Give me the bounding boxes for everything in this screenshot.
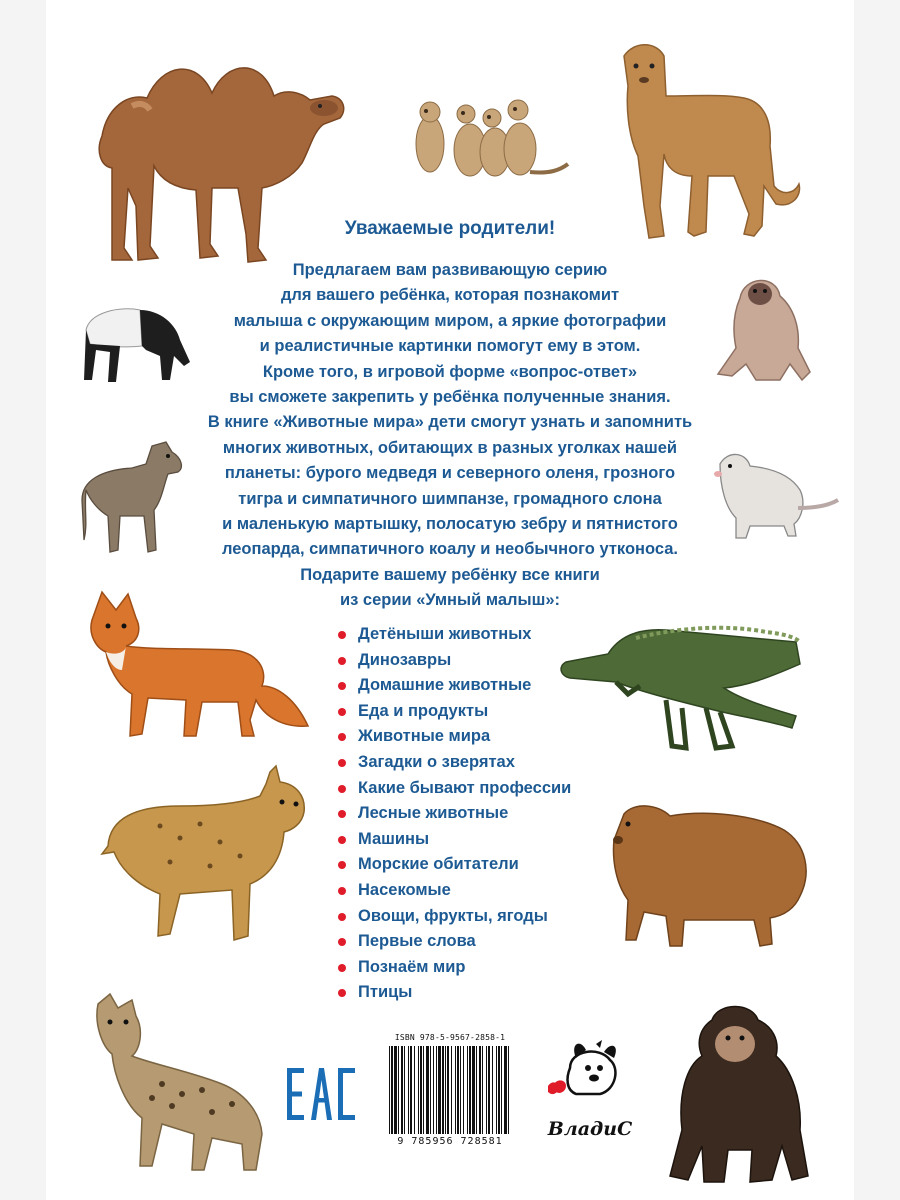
series-title: Какие бывают профессии	[358, 778, 572, 797]
bullet-icon	[338, 631, 346, 639]
barcode-bar	[447, 1046, 449, 1134]
barcode-bar	[391, 1046, 393, 1134]
bullet-icon	[338, 913, 346, 921]
bullet-icon	[338, 733, 346, 741]
bullet-icon	[338, 964, 346, 972]
barcode-number: 9 785956 728581	[397, 1136, 503, 1147]
series-title: Еда и продукты	[358, 701, 489, 720]
series-list-item	[338, 750, 571, 776]
intro-line: планеты: бурого медведя и северного оленя, грозного	[224, 464, 676, 483]
barcode-bar	[398, 1046, 399, 1134]
barcode-bar	[508, 1046, 509, 1134]
series-title: Машины	[358, 829, 430, 848]
bullet-icon	[338, 989, 346, 997]
barcode-bar	[423, 1046, 424, 1134]
page-edge-left	[0, 0, 46, 1200]
bullet-icon	[338, 810, 346, 818]
bullet-icon	[338, 887, 346, 895]
series-list-item	[338, 648, 571, 674]
series-title: Детёныши животных	[358, 625, 532, 643]
barcode-bar	[418, 1046, 419, 1134]
barcode-bar	[455, 1046, 456, 1134]
tapir-image	[80, 300, 192, 390]
barcode-bar	[482, 1046, 483, 1134]
intro-line: Предлагаем вам развивающую серию	[292, 261, 608, 279]
barcode-bar	[426, 1046, 429, 1134]
gibbon-image	[710, 268, 820, 386]
barcode-bar	[401, 1046, 403, 1134]
barcode-bar	[389, 1046, 390, 1134]
intro-line: Подарите вашему ребёнку все книги	[300, 565, 600, 584]
intro-line: для вашего ребёнка, которая познакомит	[280, 286, 620, 305]
chimpanzee-image	[652, 1000, 818, 1190]
bullet-icon	[338, 785, 346, 793]
series-list-item	[338, 980, 571, 1006]
barcode-bar	[414, 1046, 415, 1134]
barcode-bar	[457, 1046, 459, 1134]
series-list-item	[338, 827, 571, 853]
barcode-bar	[498, 1046, 500, 1134]
barcode-bar	[496, 1046, 497, 1134]
barcode-graphic	[383, 1046, 517, 1136]
intro-line: леопарда, симпатичного коалу и необычного утконоса.	[221, 540, 679, 559]
barcode-bar	[463, 1046, 464, 1134]
series-list-item	[338, 724, 571, 750]
book-series-list	[338, 622, 571, 1006]
opossum-image	[710, 448, 840, 540]
bullet-icon	[338, 861, 346, 869]
intro-line: малыша с окружающим миром, а яркие фотографии	[233, 311, 667, 330]
page-edge-right	[854, 0, 900, 1200]
barcode-bar	[486, 1046, 487, 1134]
barcode-bar	[476, 1046, 477, 1134]
series-list-item	[338, 878, 571, 904]
series-list-item	[338, 776, 571, 802]
page-heading: Уважаемые родители!	[344, 218, 556, 239]
barcode-bar	[404, 1046, 405, 1134]
series-title: Загадки о зверятах	[358, 752, 515, 771]
bullet-icon	[338, 836, 346, 844]
barcode-bar	[442, 1046, 444, 1134]
barcode-bar	[472, 1046, 475, 1134]
barcode-bar	[445, 1046, 446, 1134]
series-list-item	[338, 929, 571, 955]
series-list-item	[338, 673, 571, 699]
intro-line: тигра и симпатичного шимпанзе, громадного слона	[238, 489, 662, 508]
intro-line: вы сможете закрепить у ребёнка полученные знания.	[229, 388, 671, 407]
barcode-bar	[394, 1046, 397, 1134]
barcode-bar	[420, 1046, 422, 1134]
cougar-image	[604, 36, 804, 246]
meerkats-image	[400, 94, 570, 184]
isbn-text: ISBN 978-5-9567-2858-1	[394, 1033, 506, 1042]
series-title: Животные мира	[358, 727, 491, 746]
intro-line: и маленькую мартышку, полосатую зебру и пятнистого	[222, 515, 678, 534]
hyena-image	[92, 994, 268, 1172]
barcode-bar	[430, 1046, 431, 1134]
series-title: Познаём мир	[358, 957, 466, 976]
barcode-bar	[467, 1046, 468, 1134]
intro-line: и реалистичные картинки помогут ему в этом.	[259, 337, 641, 356]
barcode-bar	[436, 1046, 437, 1134]
publisher-logo-text: ВладиС	[547, 1118, 633, 1140]
series-list-item	[338, 801, 571, 827]
barcode-bar	[451, 1046, 452, 1134]
barcode-bar	[438, 1046, 441, 1134]
barcode-bar	[408, 1046, 409, 1134]
series-title: Птицы	[358, 983, 413, 1002]
series-title: Лесные животные	[358, 804, 509, 823]
barcode-bar	[479, 1046, 481, 1134]
series-title: Насекомые	[358, 880, 451, 899]
series-list-item	[338, 699, 571, 725]
series-list-item	[338, 852, 571, 878]
bullet-icon	[338, 759, 346, 767]
series-title: Первые слова	[358, 932, 476, 951]
lynx-image	[100, 766, 316, 944]
barcode-bar	[410, 1046, 412, 1134]
intro-line: многих животных, обитающих в разных уголках нашей	[222, 438, 678, 457]
barcode-bar	[492, 1046, 493, 1134]
series-title: Динозавры	[358, 650, 452, 669]
series-title: Овощи, фрукты, ягоды	[358, 906, 548, 925]
bullet-icon	[338, 708, 346, 716]
intro-line: Кроме того, в игровой форме «вопрос-ответ»	[262, 362, 638, 381]
series-list-item	[338, 622, 571, 648]
capybara-image	[604, 800, 814, 950]
barcode-bar	[460, 1046, 461, 1134]
crocodile-image	[556, 608, 806, 758]
bullet-icon	[338, 938, 346, 946]
series-title: Домашние животные	[358, 676, 532, 695]
series-list-item	[338, 955, 571, 981]
intro-line: В книге «Животные мира» дети смогут узнать и запомнить	[207, 413, 693, 432]
barcode-bar	[504, 1046, 507, 1134]
bullet-icon	[338, 682, 346, 690]
wolf-image	[82, 440, 186, 558]
eac-certification-icon	[287, 1068, 355, 1125]
barcode-bar	[433, 1046, 434, 1134]
series-list-item	[338, 904, 571, 930]
bullet-icon	[338, 657, 346, 665]
intro-paragraph	[200, 258, 700, 614]
barcode-bar	[501, 1046, 502, 1134]
intro-line: из серии «Умный малыш»:	[339, 591, 560, 610]
barcode-bar	[488, 1046, 490, 1134]
barcode-bar	[469, 1046, 471, 1134]
series-title: Морские обитатели	[358, 855, 519, 874]
